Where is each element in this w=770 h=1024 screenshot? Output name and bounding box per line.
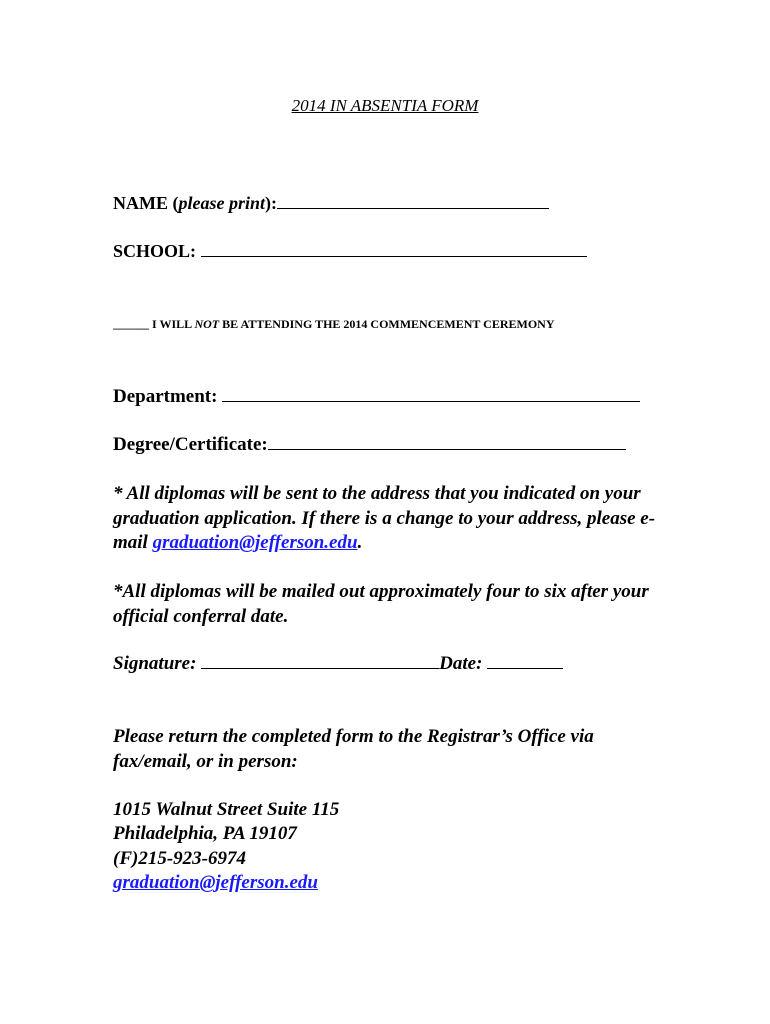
attending-not: NOT: [194, 317, 220, 331]
name-label-italic: please print: [178, 193, 266, 213]
name-label-suffix: ):: [265, 193, 278, 213]
school-input-line[interactable]: [201, 242, 587, 257]
attending-prefix: I WILL: [152, 317, 195, 331]
name-input-line[interactable]: [277, 194, 549, 209]
signature-label: Signature:: [113, 653, 197, 674]
name-field-row: [113, 193, 549, 214]
signature-input-line[interactable]: [201, 654, 439, 669]
department-label: Department:: [113, 386, 218, 407]
diploma-mailing-note: *All diplomas will be mailed out approximately four to six after your official conferral date.: [113, 581, 649, 627]
diploma-address-note: [113, 482, 673, 556]
contact-email-link[interactable]: graduation@jefferson.edu: [113, 872, 318, 893]
signature-row: [113, 652, 563, 677]
degree-input-line[interactable]: [268, 435, 626, 450]
degree-field-row: [113, 434, 626, 456]
department-input-line[interactable]: [222, 387, 640, 402]
note1-text: * All diplomas will be sent to the address that you indicated on your graduation application. If there is a change to your address, please e-mail: [113, 483, 656, 553]
name-label-prefix: NAME (: [113, 193, 179, 213]
address-line2: Philadelphia, PA 19107: [113, 823, 297, 844]
degree-label: Degree/Certificate:: [113, 434, 268, 455]
return-instructions: Please return the completed form to the Registrar’s Office via fax/email, or in person:: [113, 726, 594, 772]
school-label: SCHOOL:: [113, 241, 197, 261]
date-label: Date:: [439, 653, 483, 674]
attending-checkbox-line[interactable]: ______: [113, 317, 149, 331]
form-title: 2014 IN ABSENTIA FORM: [291, 96, 479, 115]
address-line1: 1015 Walnut Street Suite 115: [113, 799, 340, 820]
department-field-row: [113, 386, 640, 408]
fax-number: (F)215-923-6974: [113, 848, 246, 869]
attending-row: [113, 317, 555, 332]
date-input-line[interactable]: [487, 654, 563, 669]
note1-email-link[interactable]: graduation@jefferson.edu: [152, 532, 358, 553]
attending-suffix: BE ATTENDING THE 2014 COMMENCEMENT CEREMONY: [219, 317, 555, 331]
school-field-row: [113, 241, 587, 262]
note1-end: .: [357, 532, 363, 553]
